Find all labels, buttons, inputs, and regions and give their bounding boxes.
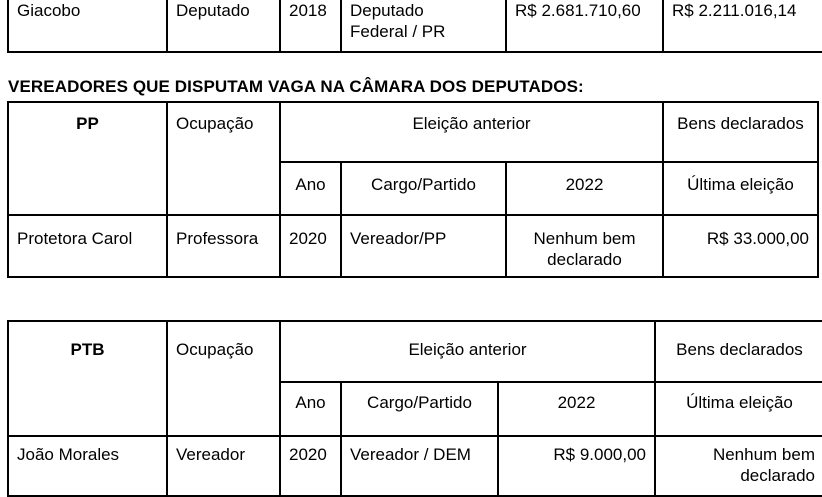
table-row: [8, 436, 822, 496]
office-cell: Vereador/PP: [341, 215, 506, 277]
section-heading: VEREADORES QUE DISPUTAM VAGA NA CÂMARA DOS DEPUTADOS:: [8, 77, 584, 96]
occupation-header: Ocupação: [167, 102, 280, 215]
header-row: [8, 321, 822, 382]
occupation-header: Ocupação: [167, 321, 280, 436]
ptb-table: [7, 320, 822, 497]
candidate-name: Protetora Carol: [8, 215, 167, 277]
header-row: [8, 102, 818, 162]
table-row: [8, 0, 822, 52]
office-party-header: Cargo/Partido: [341, 382, 498, 436]
previous-election-header: Eleição anterior: [280, 102, 663, 162]
office-line-1: Deputado: [350, 1, 424, 20]
year-2022-header: 2022: [498, 382, 655, 436]
year-2022-header: 2022: [506, 162, 663, 215]
office-cell: [341, 0, 506, 52]
declared-assets-header: Bens declarados: [663, 102, 818, 162]
year-cell: 2018: [280, 0, 341, 52]
previous-election-header: Eleição anterior: [280, 321, 655, 382]
office-cell: Vereador / DEM: [341, 436, 498, 496]
office-line-2: Federal / PR: [350, 22, 446, 41]
occupation-cell: Deputado: [167, 0, 280, 52]
last-election-header: Última eleição: [655, 382, 822, 436]
occupation-cell: Professora: [167, 215, 280, 277]
assets-2022-cell: Nenhum bem declarado: [506, 215, 663, 277]
assets-last-cell: R$ 2.211.016,14: [663, 0, 822, 52]
last-election-header: Última eleição: [663, 162, 818, 215]
table-row: [8, 215, 818, 277]
occupation-cell: Vereador: [167, 436, 280, 496]
party-header: PTB: [8, 321, 167, 436]
assets-last-cell: Nenhum bem declarado: [655, 436, 822, 496]
pp-table: [7, 101, 819, 278]
previous-table: [7, 0, 822, 53]
assets-last-cell: R$ 33.000,00: [663, 215, 818, 277]
year-header: Ano: [280, 162, 341, 215]
year-header: Ano: [280, 382, 341, 436]
year-cell: 2020: [280, 436, 341, 496]
office-party-header: Cargo/Partido: [341, 162, 506, 215]
assets-2022-cell: R$ 9.000,00: [498, 436, 655, 496]
declared-assets-header: Bens declarados: [655, 321, 822, 382]
year-cell: 2020: [280, 215, 341, 277]
candidate-name: Giacobo: [8, 0, 167, 52]
candidate-name: João Morales: [8, 436, 167, 496]
assets-2022-cell: R$ 2.681.710,60: [506, 0, 663, 52]
party-header: PP: [8, 102, 167, 215]
